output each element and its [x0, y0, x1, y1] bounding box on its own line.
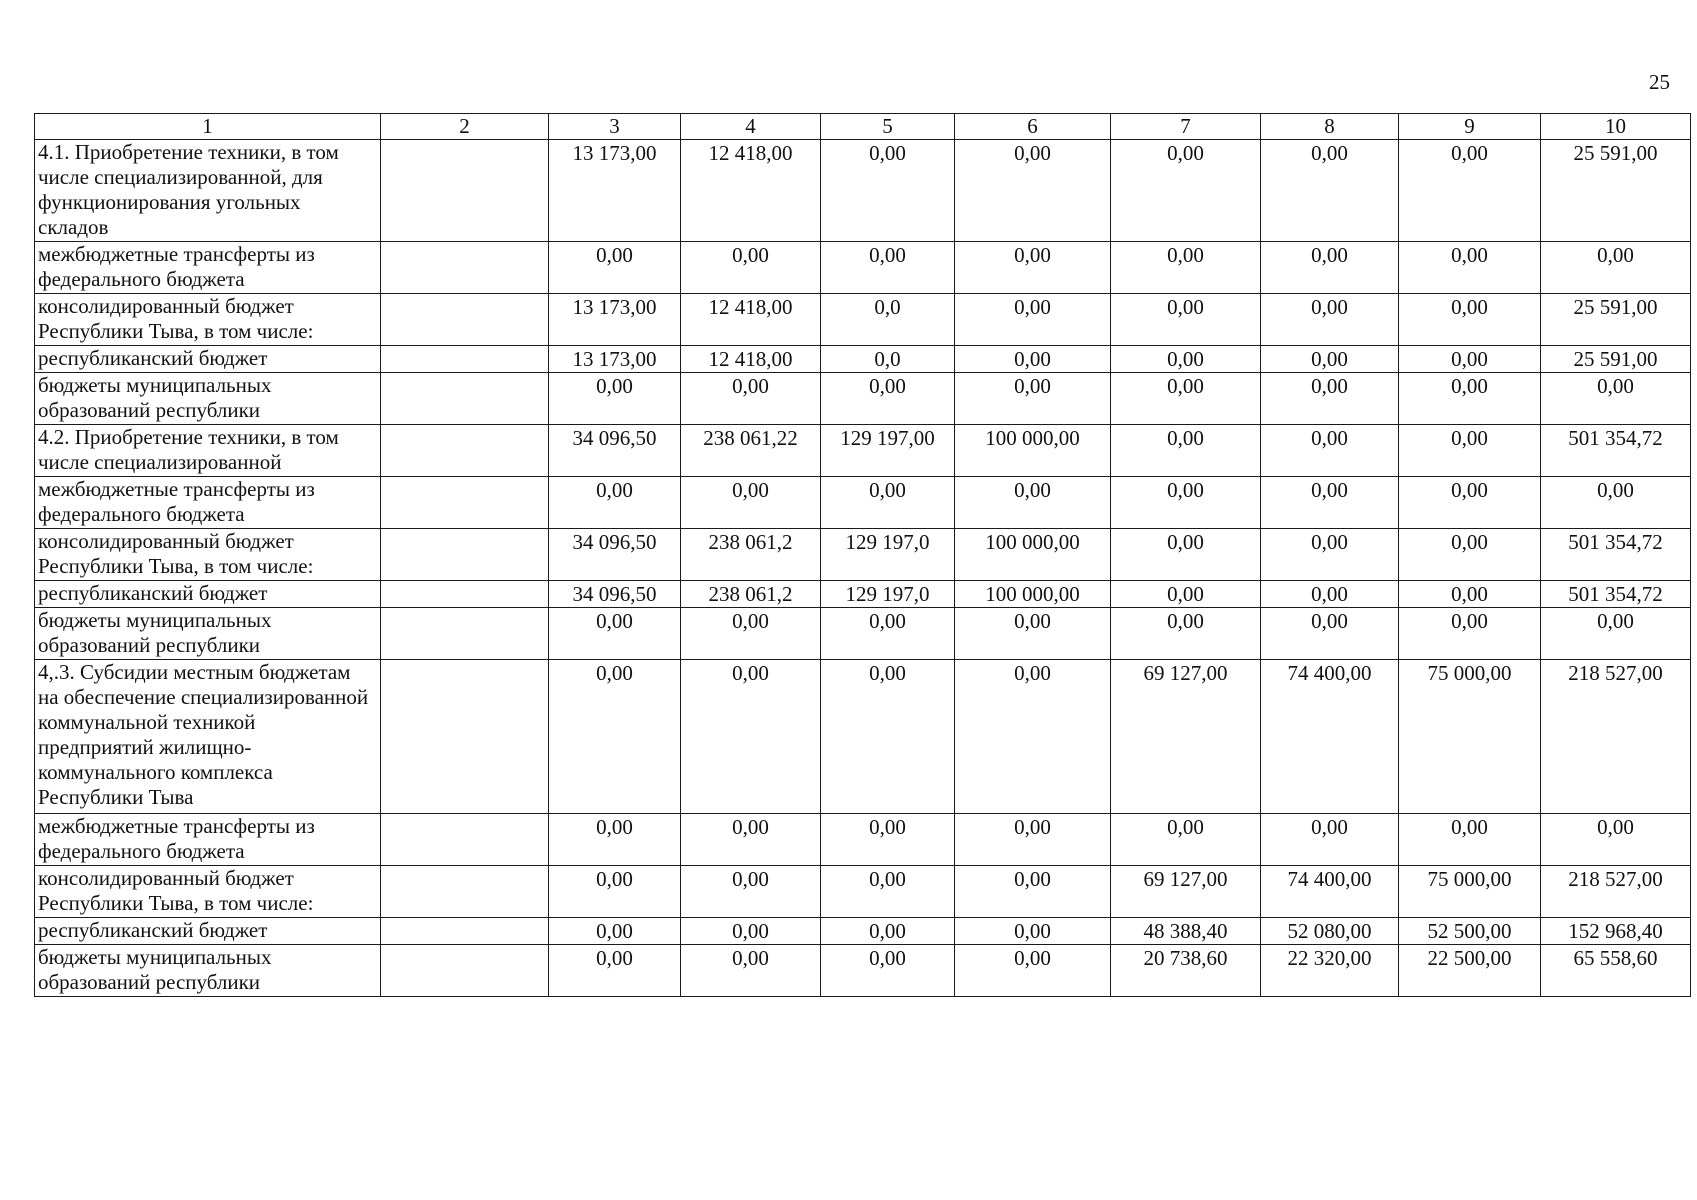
- row-label-cell: бюджеты муниципальных образований республики: [35, 945, 381, 997]
- value-cell: 0,00: [681, 918, 821, 945]
- value-cell: 52 080,00: [1261, 918, 1399, 945]
- value-cell: 100 000,00: [955, 581, 1111, 608]
- table-row: [35, 866, 1691, 918]
- column-2-cell: [381, 346, 549, 373]
- value-cell: 0,00: [1111, 529, 1261, 581]
- column-2-cell: [381, 294, 549, 346]
- value-cell: 0,00: [821, 242, 955, 294]
- value-cell: 0,00: [821, 608, 955, 660]
- page-number: 25: [1649, 70, 1670, 94]
- column-2-cell: [381, 477, 549, 529]
- value-cell: 22 500,00: [1399, 945, 1541, 997]
- row-label-cell: республиканский бюджет: [35, 581, 381, 608]
- value-cell: 238 061,2: [681, 529, 821, 581]
- value-cell: 0,00: [549, 945, 681, 997]
- value-cell: 34 096,50: [549, 425, 681, 477]
- table-row: [35, 373, 1691, 425]
- value-cell: 0,00: [1541, 373, 1691, 425]
- value-cell: 13 173,00: [549, 140, 681, 242]
- value-cell: 22 320,00: [1261, 945, 1399, 997]
- value-cell: 0,00: [1399, 529, 1541, 581]
- value-cell: 0,00: [1399, 477, 1541, 529]
- value-cell: 0,00: [681, 660, 821, 814]
- value-cell: 0,00: [681, 373, 821, 425]
- column-2-cell: [381, 660, 549, 814]
- value-cell: 0,00: [1111, 425, 1261, 477]
- row-label-cell: консолидированный бюджет Республики Тыва, в том числе:: [35, 866, 381, 918]
- value-cell: 0,00: [821, 814, 955, 866]
- value-cell: 0,00: [681, 866, 821, 918]
- value-cell: 0,00: [1261, 294, 1399, 346]
- column-header-9: 9: [1399, 114, 1541, 140]
- value-cell: 129 197,0: [821, 581, 955, 608]
- value-cell: 238 061,22: [681, 425, 821, 477]
- value-cell: 218 527,00: [1541, 660, 1691, 814]
- row-label-cell: 4.2. Приобретение техники, в том числе специализированной: [35, 425, 381, 477]
- value-cell: 0,00: [821, 918, 955, 945]
- value-cell: 0,00: [549, 660, 681, 814]
- column-2-cell: [381, 814, 549, 866]
- column-2-cell: [381, 425, 549, 477]
- value-cell: 0,00: [681, 242, 821, 294]
- value-cell: 0,00: [549, 477, 681, 529]
- value-cell: 0,00: [1261, 242, 1399, 294]
- value-cell: 0,0: [821, 294, 955, 346]
- column-2-cell: [381, 373, 549, 425]
- value-cell: 0,00: [955, 814, 1111, 866]
- value-cell: 74 400,00: [1261, 660, 1399, 814]
- value-cell: 0,00: [1261, 373, 1399, 425]
- column-header-8: 8: [1261, 114, 1399, 140]
- value-cell: 12 418,00: [681, 346, 821, 373]
- value-cell: 0,00: [549, 242, 681, 294]
- row-label-cell: бюджеты муниципальных образований республики: [35, 373, 381, 425]
- column-2-cell: [381, 242, 549, 294]
- table-row: [35, 346, 1691, 373]
- value-cell: 0,00: [1261, 581, 1399, 608]
- value-cell: 0,00: [1111, 373, 1261, 425]
- row-label-cell: консолидированный бюджет Республики Тыва, в том числе:: [35, 294, 381, 346]
- value-cell: 100 000,00: [955, 425, 1111, 477]
- value-cell: 0,00: [1111, 294, 1261, 346]
- value-cell: 0,00: [821, 945, 955, 997]
- value-cell: 0,00: [955, 242, 1111, 294]
- value-cell: 0,00: [1111, 581, 1261, 608]
- row-label-cell: межбюджетные трансферты из федерального бюджета: [35, 814, 381, 866]
- column-2-cell: [381, 945, 549, 997]
- value-cell: 0,00: [681, 814, 821, 866]
- value-cell: 0,00: [1261, 425, 1399, 477]
- value-cell: 0,00: [549, 608, 681, 660]
- value-cell: 0,00: [1399, 608, 1541, 660]
- value-cell: 0,00: [1261, 140, 1399, 242]
- column-header-1: 1: [35, 114, 381, 140]
- table-row: [35, 660, 1691, 814]
- value-cell: 13 173,00: [549, 294, 681, 346]
- value-cell: 152 968,40: [1541, 918, 1691, 945]
- table-body: [35, 140, 1691, 997]
- row-label-cell: межбюджетные трансферты из федерального бюджета: [35, 477, 381, 529]
- value-cell: 0,00: [1261, 608, 1399, 660]
- value-cell: 0,00: [955, 945, 1111, 997]
- value-cell: 0,00: [1541, 814, 1691, 866]
- column-2-cell: [381, 529, 549, 581]
- value-cell: 0,00: [549, 373, 681, 425]
- value-cell: 238 061,2: [681, 581, 821, 608]
- value-cell: 34 096,50: [549, 529, 681, 581]
- value-cell: 0,00: [955, 477, 1111, 529]
- column-2-cell: [381, 581, 549, 608]
- value-cell: 0,00: [1541, 608, 1691, 660]
- column-2-cell: [381, 918, 549, 945]
- row-label-cell: республиканский бюджет: [35, 346, 381, 373]
- table-row: [35, 945, 1691, 997]
- value-cell: 0,0: [821, 346, 955, 373]
- column-2-cell: [381, 140, 549, 242]
- value-cell: 0,00: [1399, 814, 1541, 866]
- value-cell: 0,00: [1261, 529, 1399, 581]
- row-label-cell: межбюджетные трансферты из федерального бюджета: [35, 242, 381, 294]
- value-cell: 74 400,00: [1261, 866, 1399, 918]
- value-cell: 34 096,50: [549, 581, 681, 608]
- value-cell: 0,00: [1541, 242, 1691, 294]
- value-cell: 0,00: [1261, 814, 1399, 866]
- column-header-10: 10: [1541, 114, 1691, 140]
- value-cell: 0,00: [955, 373, 1111, 425]
- table-row: [35, 918, 1691, 945]
- table-row: [35, 581, 1691, 608]
- budget-table: [34, 113, 1691, 997]
- value-cell: 0,00: [955, 346, 1111, 373]
- value-cell: 0,00: [955, 660, 1111, 814]
- row-label-cell: 4.1. Приобретение техники, в том числе специализированной, для функционирования угольных складов: [35, 140, 381, 242]
- value-cell: 65 558,60: [1541, 945, 1691, 997]
- value-cell: 75 000,00: [1399, 866, 1541, 918]
- value-cell: 0,00: [549, 918, 681, 945]
- value-cell: 0,00: [549, 866, 681, 918]
- value-cell: 20 738,60: [1111, 945, 1261, 997]
- value-cell: 0,00: [1399, 346, 1541, 373]
- row-label-cell: консолидированный бюджет Республики Тыва, в том числе:: [35, 529, 381, 581]
- value-cell: 0,00: [821, 477, 955, 529]
- value-cell: 0,00: [955, 140, 1111, 242]
- value-cell: 0,00: [1399, 294, 1541, 346]
- table-row: [35, 529, 1691, 581]
- column-header-6: 6: [955, 114, 1111, 140]
- value-cell: 75 000,00: [1399, 660, 1541, 814]
- table-row: [35, 814, 1691, 866]
- value-cell: 0,00: [1399, 140, 1541, 242]
- row-label-cell: 4,.3. Субсидии местным бюджетам на обеспечение специализированной коммунальной техникой предприятий жилищно-коммунального комплекса Республики Тыва: [35, 660, 381, 814]
- column-2-cell: [381, 608, 549, 660]
- value-cell: 0,00: [681, 945, 821, 997]
- value-cell: 0,00: [1111, 477, 1261, 529]
- value-cell: 25 591,00: [1541, 140, 1691, 242]
- value-cell: 100 000,00: [955, 529, 1111, 581]
- value-cell: 129 197,0: [821, 529, 955, 581]
- column-header-5: 5: [821, 114, 955, 140]
- value-cell: 0,00: [955, 608, 1111, 660]
- value-cell: 0,00: [1399, 373, 1541, 425]
- value-cell: 12 418,00: [681, 140, 821, 242]
- value-cell: 0,00: [821, 140, 955, 242]
- row-label-cell: республиканский бюджет: [35, 918, 381, 945]
- value-cell: 69 127,00: [1111, 660, 1261, 814]
- value-cell: 0,00: [1111, 242, 1261, 294]
- value-cell: 12 418,00: [681, 294, 821, 346]
- value-cell: 0,00: [681, 477, 821, 529]
- value-cell: 0,00: [955, 918, 1111, 945]
- value-cell: 52 500,00: [1399, 918, 1541, 945]
- value-cell: 48 388,40: [1111, 918, 1261, 945]
- value-cell: 0,00: [1541, 477, 1691, 529]
- value-cell: 0,00: [955, 294, 1111, 346]
- value-cell: 0,00: [1261, 477, 1399, 529]
- table-row: [35, 477, 1691, 529]
- table-row: [35, 140, 1691, 242]
- value-cell: 25 591,00: [1541, 346, 1691, 373]
- value-cell: 501 354,72: [1541, 425, 1691, 477]
- value-cell: 0,00: [955, 866, 1111, 918]
- value-cell: 0,00: [1399, 242, 1541, 294]
- value-cell: 0,00: [821, 373, 955, 425]
- column-header-2: 2: [381, 114, 549, 140]
- value-cell: 0,00: [681, 608, 821, 660]
- value-cell: 13 173,00: [549, 346, 681, 373]
- column-header-3: 3: [549, 114, 681, 140]
- table-header-row: [35, 114, 1691, 140]
- value-cell: 0,00: [821, 866, 955, 918]
- value-cell: 0,00: [1111, 608, 1261, 660]
- value-cell: 25 591,00: [1541, 294, 1691, 346]
- value-cell: 0,00: [549, 814, 681, 866]
- value-cell: 0,00: [821, 660, 955, 814]
- table-row: [35, 425, 1691, 477]
- table-row: [35, 294, 1691, 346]
- value-cell: 501 354,72: [1541, 581, 1691, 608]
- value-cell: 0,00: [1111, 346, 1261, 373]
- value-cell: 69 127,00: [1111, 866, 1261, 918]
- value-cell: 218 527,00: [1541, 866, 1691, 918]
- value-cell: 0,00: [1261, 346, 1399, 373]
- value-cell: 129 197,00: [821, 425, 955, 477]
- value-cell: 0,00: [1399, 425, 1541, 477]
- value-cell: 501 354,72: [1541, 529, 1691, 581]
- column-2-cell: [381, 866, 549, 918]
- column-header-7: 7: [1111, 114, 1261, 140]
- table-row: [35, 242, 1691, 294]
- value-cell: 0,00: [1111, 140, 1261, 242]
- value-cell: 0,00: [1399, 581, 1541, 608]
- column-header-4: 4: [681, 114, 821, 140]
- table-row: [35, 608, 1691, 660]
- value-cell: 0,00: [1111, 814, 1261, 866]
- row-label-cell: бюджеты муниципальных образований республики: [35, 608, 381, 660]
